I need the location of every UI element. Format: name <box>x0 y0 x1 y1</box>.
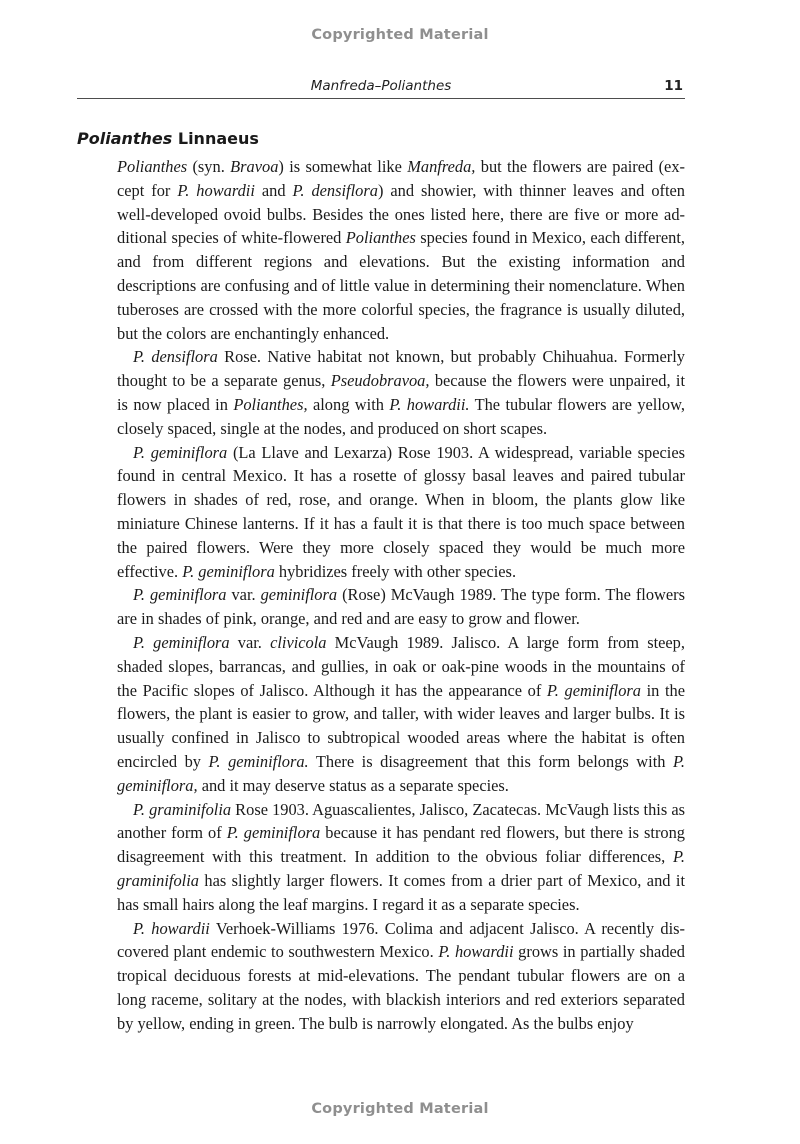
text-run: There is disagreement that this form belongs with <box>308 751 673 771</box>
text-run: but the flowers are paired (except for <box>117 157 685 200</box>
italic-run: P. geminiflora <box>226 823 321 843</box>
text-run: because it has pendant red flowers, but there is strong disagreement with this treatment. In addition to the obvious foliar differences, <box>117 823 685 867</box>
text-run: (La Llave and Lexarza) Rose 1903. A widespread, variable species found in central Mexico. It has a rosette of glossy basal leaves and paired tubular flowers in shades of red, rose, and orange. When in bloom, the plants glow like miniature Chinese lanterns. If it has a fault it is that there is too much space between the paired flowers. Were they more closely spaced they would be much more effective. <box>117 442 685 581</box>
paragraph <box>117 155 685 345</box>
body-text <box>117 155 685 1035</box>
italic-run: P. geminiflora <box>182 561 275 581</box>
running-head <box>77 78 685 96</box>
paragraph <box>117 441 685 584</box>
italic-run: P. geminiflora, <box>117 751 685 795</box>
text-run: Verhoek-Williams 1976. Colima and adjacent Jalisco. A recently discovered plant endemic to southwestern Mexico. <box>117 918 685 962</box>
italic-run: P. graminifolia <box>133 799 232 819</box>
italic-run: P. densiflora <box>292 180 378 200</box>
paragraph <box>117 917 685 1036</box>
text-run: ) and showier, with thinner leaves and often well-developed ovoid bulbs. Besides the ones listed here, there are five or more additional species of white-flowered <box>117 180 685 248</box>
italic-run: Pseudobravoa, <box>330 371 430 391</box>
text-run: in the flowers, the plant is easier to grow, and taller, with wider leaves and larger bulbs. It is usually confined in Jalisco to subtropical wooded areas where the habitat is often encircled by <box>117 680 685 771</box>
italic-run: P. geminiflora <box>546 680 641 700</box>
running-head-title: Manfreda–Polianthes <box>310 78 452 94</box>
italic-run: geminiflora <box>260 585 338 605</box>
text-run: and <box>254 180 293 200</box>
paragraph <box>117 583 685 631</box>
italic-run: Bravoa <box>230 157 279 176</box>
italic-run: Manfreda, <box>407 157 476 176</box>
text-run: grows in partially shaded tropical deciduous forests at mid-elevations. The pendant tubular flowers are on a long raceme, solitary at the nodes, with blackish interiors and red exteriors separated by yellow, ending in green. The bulb is narrowly elongated. As the bulbs enjoy <box>117 942 685 1033</box>
paragraph <box>117 345 685 440</box>
text-run: species found in Mexico, each different, and from different regions and elevations. But the existing information and descriptions are confusing and of little value in determining their nomenclature. When tuberoses are crossed with the more colorful species, the fragrance is usually diluted, but the colors are enchantingly enhanced. <box>117 228 685 343</box>
text-run: ) is somewhat like <box>278 157 408 176</box>
text-run: Rose. Native habitat not known, but probably Chihuahua. Formerly thought to be a separate genus, <box>117 347 685 391</box>
italic-run: clivicola <box>270 632 327 652</box>
italic-run: Polianthes <box>345 228 416 248</box>
text-run: McVaugh 1989. Jalisco. A large form from steep, shaded slopes, barrancas, and gullies, in oak or oak-pine woods in the mountains of the Pacific slopes of Jalisco. Although it has the appearance of <box>117 632 685 700</box>
paragraph <box>117 631 685 798</box>
page-number: 11 <box>664 78 683 94</box>
text-run: var. <box>226 585 261 605</box>
section-genus: Polianthes <box>77 129 173 148</box>
text-run: because the flowers were unpaired, it is now placed in <box>117 371 686 414</box>
text-run: Rose 1903. Aguascalientes, Jalisco, Zacatecas. McVaugh lists this as another form of <box>117 799 685 843</box>
text-run: (syn. <box>187 157 231 176</box>
italic-run: P. geminiflora. <box>208 751 309 771</box>
text-run: has slightly larger flowers. It comes from a drier part of Mexico, and it has small hairs along the leaf margins. I regard it as a separate species. <box>117 870 685 914</box>
italic-run: P. densiflora <box>133 347 218 367</box>
italic-run: P. graminifolia <box>117 847 685 890</box>
section-author: Linnaeus <box>177 129 259 148</box>
copyright-watermark-bottom: Copyrighted Material <box>311 1101 489 1117</box>
text-run: along with <box>307 394 390 414</box>
section-heading <box>77 129 259 148</box>
header-rule <box>77 98 685 99</box>
italic-run: P. howardii <box>133 918 210 938</box>
text-run: and it may deserve status as a separate species. <box>197 775 509 795</box>
text-run: The tubular flowers are yellow, closely spaced, single at the nodes, and produced on short scapes. <box>117 394 685 438</box>
copyright-watermark-top: Copyrighted Material <box>311 27 489 43</box>
italic-run: P. howardii. <box>389 394 470 414</box>
text-run: var. <box>229 632 271 652</box>
italic-run: P. howardii <box>177 180 255 200</box>
italic-run: P. geminiflora <box>133 442 228 462</box>
italic-run: Polianthes, <box>233 394 308 414</box>
paragraph <box>117 798 685 917</box>
text-run: hybridizes freely with other species. <box>274 561 517 581</box>
italic-run: P. geminiflora <box>133 632 230 652</box>
text-run: (Rose) McVaugh 1989. The type form. The flowers are in shades of pink, orange, and red and are easy to grow and flower. <box>117 585 685 629</box>
italic-run: P. geminiflora <box>133 585 227 605</box>
italic-run: P. howardii <box>438 942 514 962</box>
italic-run: Polianthes <box>117 157 188 176</box>
